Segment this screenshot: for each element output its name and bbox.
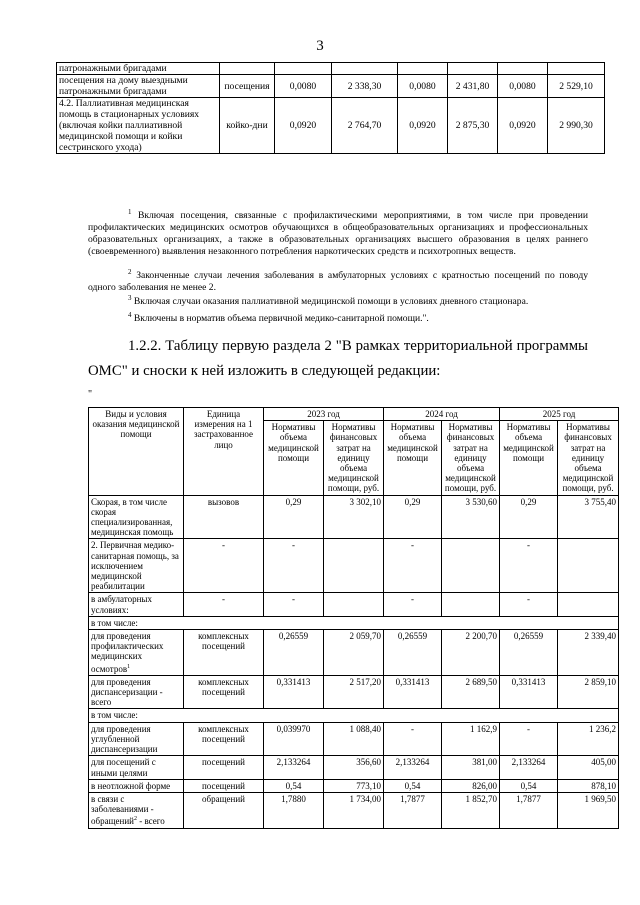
footnote-4: $^4$ Включены в норматив объема первичной медико-санитарной помощи.". [128, 311, 429, 325]
row-name [89, 675, 184, 709]
row-unit: обращений [184, 792, 264, 828]
row-value: 3 755,40 [558, 495, 619, 539]
row-name [89, 539, 184, 593]
row-name [89, 722, 184, 756]
row-value [442, 539, 500, 593]
footnote-1: $^1$ Включая посещения, связанные с профилактическими мероприятиями, в том числе при проведении профилактических медицинских осмотров обучающихся в общеобразовательных организациях и профессиональных образовательных организациях, а также в образовательных организациях высшего образования в целях раннего (своевременного) выявления незаконного потребления наркотических средств и психотропных веществ. [88, 208, 588, 258]
row-value [398, 63, 448, 75]
row-unit: вызовов [184, 495, 264, 539]
row-unit: комплексных посещений [184, 630, 264, 676]
row-value: 2 517,20 [324, 675, 384, 709]
row-value: 1,7880 [264, 792, 324, 828]
row-value: 2 339,40 [558, 630, 619, 676]
row-value: 0,29 [384, 495, 442, 539]
row-value: 2,133264 [384, 756, 442, 779]
row-value: 878,10 [558, 779, 619, 792]
header-volume: Нормативы объема медицинской помощи [500, 421, 558, 495]
table-row [89, 616, 619, 629]
row-value: - [384, 593, 442, 616]
row-name-text: в связи с заболеваниями - обращений [91, 793, 154, 827]
row-value: 1,7877 [384, 792, 442, 828]
header-volume: Нормативы объема медицинской помощи [264, 421, 324, 495]
header-cost: Нормативы финансовых затрат на единицу объема медицинской помощи, руб. [324, 421, 384, 495]
row-unit: - [184, 593, 264, 616]
footnote-2: $^2$ Законченные случаи лечения заболевания в амбулаторных условиях с кратностью посещений по поводу одного заболевания не менее 2. [88, 268, 589, 294]
open-quote: " [88, 389, 93, 400]
row-value: 0,0920 [275, 98, 332, 154]
row-value: 356,60 [324, 756, 384, 779]
row-value: - [384, 722, 442, 756]
header-cost: Нормативы финансовых затрат на единицу объема медицинской помощи, руб. [442, 421, 500, 495]
row-name: в том числе: [89, 616, 619, 629]
row-value [324, 539, 384, 593]
row-value [332, 63, 398, 75]
table-row [89, 779, 619, 792]
header-unit: Единица измерения на 1 застрахованное лицо [184, 408, 264, 496]
row-value: 826,00 [442, 779, 500, 792]
row-value: 1 088,40 [324, 722, 384, 756]
row-value [448, 63, 498, 75]
row-name [89, 495, 184, 539]
row-name-text: в амбулаторных условиях: [91, 594, 152, 615]
row-value: - [500, 722, 558, 756]
row-value [442, 593, 500, 616]
row-value: 0,29 [264, 495, 324, 539]
row-value: 2 689,50 [442, 675, 500, 709]
row-value: 2 764,70 [332, 98, 398, 154]
row-name-text: в неотложной форме [91, 780, 171, 791]
row-value: 2 990,30 [548, 98, 605, 154]
row-value: 2 859,10 [558, 675, 619, 709]
row-value: 3 302,10 [324, 495, 384, 539]
row-value: 2 529,10 [548, 75, 605, 98]
row-value: 0,331413 [384, 675, 442, 709]
row-value: 0,331413 [500, 675, 558, 709]
row-value: 2 200,70 [442, 630, 500, 676]
table-continuation [56, 62, 605, 154]
row-name: 4.2. Паллиативная медицинская помощь в стационарных условиях (включая койки паллиативной медицинской помощи и койки сестринского ухода) [57, 98, 220, 154]
page-number: 3 [316, 38, 324, 54]
row-value: - [500, 539, 558, 593]
footnote-ref: 1 [127, 663, 131, 670]
row-value: - [264, 539, 324, 593]
row-value: 2 338,30 [332, 75, 398, 98]
table-row [57, 63, 605, 75]
table-row [89, 539, 619, 593]
row-value [324, 593, 384, 616]
row-name [89, 779, 184, 792]
row-name-text: Скорая, в том числе скорая специализированная, медицинская помощь [91, 496, 174, 538]
row-value: 0,29 [500, 495, 558, 539]
omc-program-table [88, 407, 619, 829]
row-unit: посещения [220, 75, 275, 98]
header-year-2023: 2023 год [264, 408, 384, 421]
row-value: 1 236,2 [558, 722, 619, 756]
header-year-2024: 2024 год [384, 408, 500, 421]
row-value: 0,0920 [398, 98, 448, 154]
amendment-paragraph: 1.2.2. Таблицу первую раздела 2 "В рамках территориальной программы ОМС" и сноски к ней изложить в следующей редакции: [88, 338, 588, 379]
row-value: 2,133264 [500, 756, 558, 779]
row-name [89, 593, 184, 616]
row-name-tail: - всего [136, 816, 165, 827]
row-unit: комплексных посещений [184, 722, 264, 756]
row-value: 1 852,70 [442, 792, 500, 828]
header-cost: Нормативы финансовых затрат на единицу объема медицинской помощи, руб. [558, 421, 619, 495]
row-value: - [500, 593, 558, 616]
row-value: 0,0920 [498, 98, 548, 154]
table-row [89, 675, 619, 709]
footnote-3: $^3$ Включая случаи оказания паллиативной медицинской помощи в условиях дневного стационара. [128, 294, 529, 308]
table-row [89, 756, 619, 779]
row-value: - [384, 539, 442, 593]
row-value: 3 530,60 [442, 495, 500, 539]
row-name: в том числе: [89, 709, 619, 722]
row-value [558, 539, 619, 593]
row-name [89, 630, 184, 676]
row-unit: комплексных посещений [184, 675, 264, 709]
row-value: 773,10 [324, 779, 384, 792]
row-value [548, 63, 605, 75]
table-row [57, 75, 605, 98]
row-unit: койко-дни [220, 98, 275, 154]
row-value: 0,0080 [498, 75, 548, 98]
row-value: 0,039970 [264, 722, 324, 756]
header-kind: Виды и условия оказания медицинской помощи [89, 408, 184, 496]
row-name: посещения на дому выездными патронажными бригадами [57, 75, 220, 98]
header-year-2025: 2025 год [500, 408, 619, 421]
row-value: 0,26559 [384, 630, 442, 676]
table-row [57, 98, 605, 154]
row-name [89, 792, 184, 828]
row-value [558, 593, 619, 616]
row-name-text: 2. Первичная медико-санитарная помощь, за исключением медицинской реабилитации [91, 540, 179, 592]
row-name-text: для посещений с иными целями [91, 757, 156, 778]
row-value: 0,0080 [275, 75, 332, 98]
row-unit: посещений [184, 756, 264, 779]
row-value: 2 875,30 [448, 98, 498, 154]
row-value: 0,54 [264, 779, 324, 792]
table-row [89, 792, 619, 828]
table-row [89, 722, 619, 756]
table-row [89, 495, 619, 539]
row-value [275, 63, 332, 75]
row-name-text: для проведения углубленной диспансеризации [91, 723, 158, 755]
row-value: 405,00 [558, 756, 619, 779]
row-value: 1,7877 [500, 792, 558, 828]
row-value: 1 734,00 [324, 792, 384, 828]
row-name-text: для проведения профилактических медицинских осмотров [91, 631, 164, 674]
row-value: 1 969,50 [558, 792, 619, 828]
table-row [89, 709, 619, 722]
row-value: 0,26559 [264, 630, 324, 676]
row-value: 1 162,9 [442, 722, 500, 756]
row-value: 0,0080 [398, 75, 448, 98]
row-name-text: для проведения диспансеризации - всего [91, 676, 163, 708]
table-row [89, 630, 619, 676]
row-value: 2,133264 [264, 756, 324, 779]
row-value: 2 431,80 [448, 75, 498, 98]
footnote-ref: 2 [133, 816, 137, 823]
row-value [498, 63, 548, 75]
row-unit: посещений [184, 779, 264, 792]
row-value: 0,26559 [500, 630, 558, 676]
row-value: 381,00 [442, 756, 500, 779]
row-name [89, 756, 184, 779]
row-value: 2 059,70 [324, 630, 384, 676]
row-value: - [264, 593, 324, 616]
row-value: 0,54 [500, 779, 558, 792]
row-value: 0,331413 [264, 675, 324, 709]
row-name: патронажными бригадами [57, 63, 220, 75]
table-row [89, 593, 619, 616]
row-value: 0,54 [384, 779, 442, 792]
row-unit [220, 63, 275, 75]
row-unit: - [184, 539, 264, 593]
header-volume: Нормативы объема медицинской помощи [384, 421, 442, 495]
